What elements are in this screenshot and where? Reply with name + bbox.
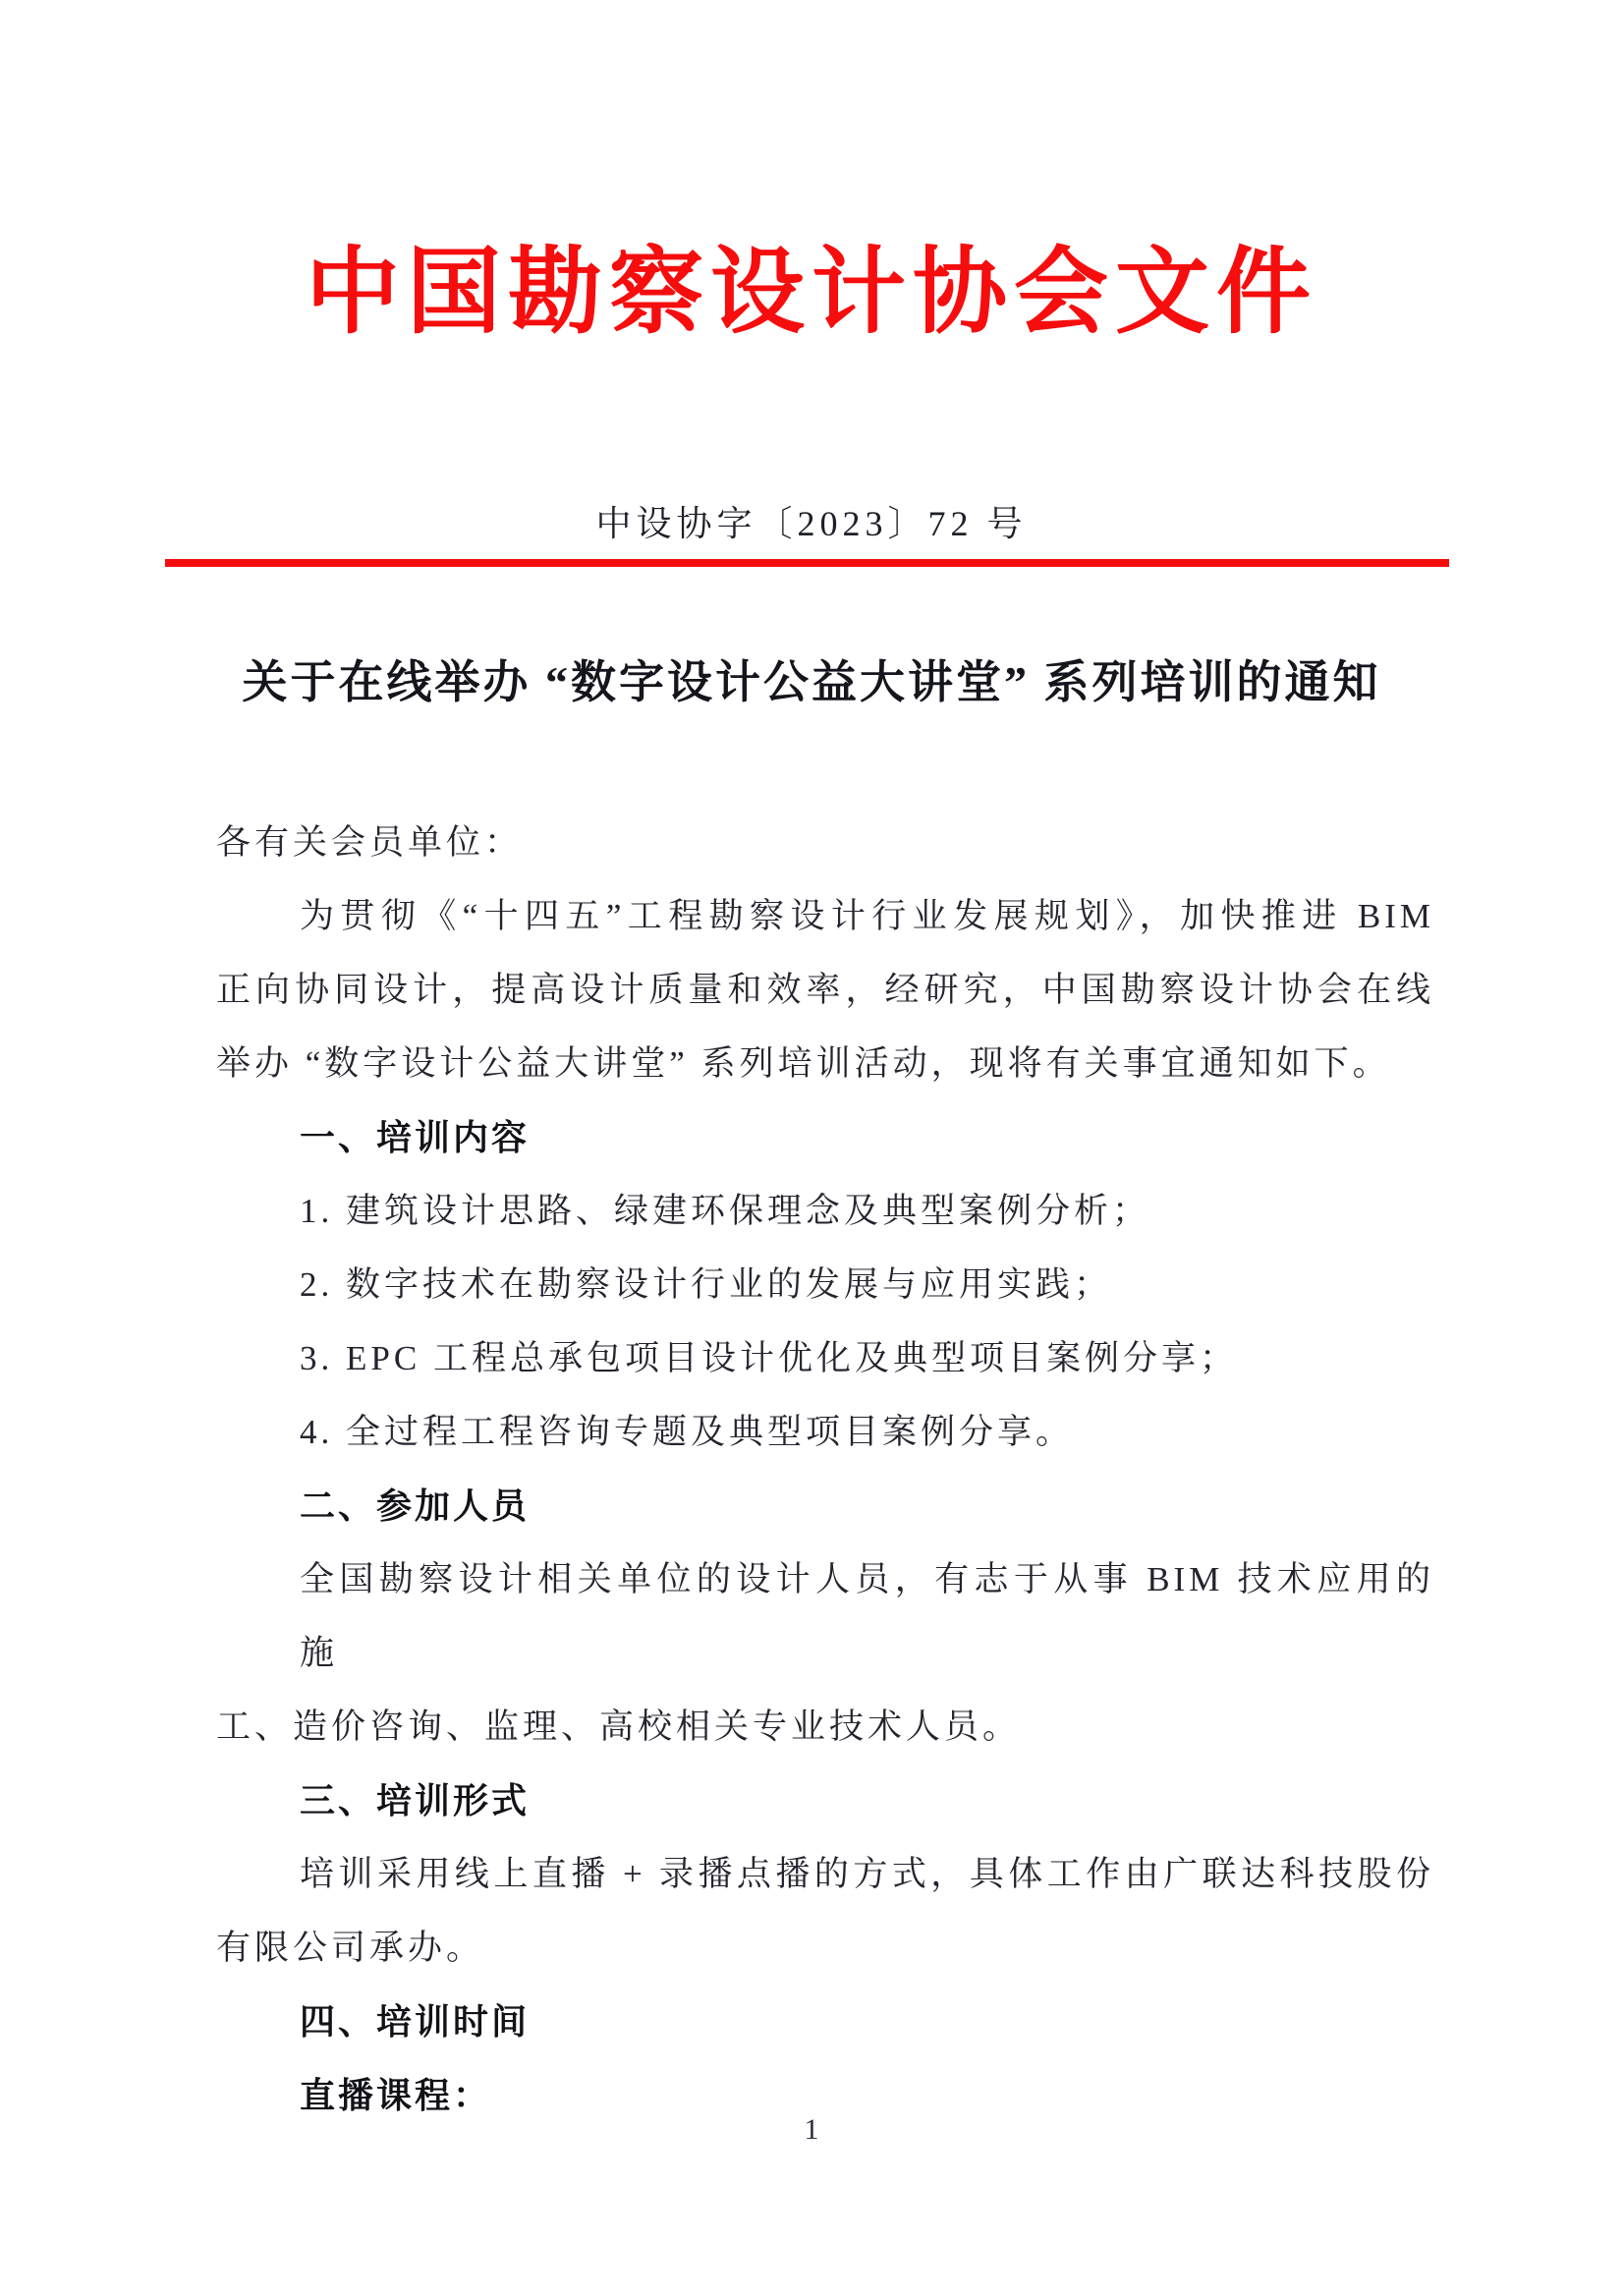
body-line: 全国勘察设计相关单位的设计人员，有志于从事 BIM 技术应用的施 <box>300 1560 1434 1672</box>
section-heading: 直播课程： <box>300 2075 492 2115</box>
page-number: 1 <box>804 2113 819 2146</box>
body-line: 3. EPC 工程总承包项目设计优化及典型项目案例分享； <box>300 1339 1238 1377</box>
notice-title: 关于在线举办 “数字设计公益大讲堂” 系列培训的通知 <box>242 657 1381 707</box>
body-line: 1. 建筑设计思路、绿建环保理念及典型案例分析； <box>300 1192 1151 1230</box>
section-heading: 一、培训内容 <box>300 1117 531 1157</box>
red-divider-line <box>165 559 1449 567</box>
body-line: 正向协同设计，提高设计质量和效率，经研究，中国勘察设计协会在线 <box>216 971 1434 1009</box>
document-number: 中设协字〔2023〕72 号 <box>595 504 1028 543</box>
section-heading: 二、参加人员 <box>300 1485 531 1526</box>
body-line: 有限公司承办。 <box>216 1929 485 1967</box>
section-heading: 四、培训时间 <box>300 2001 531 2042</box>
body-line: 举办 “数字设计公益大讲堂” 系列培训活动，现将有关事宜通知如下。 <box>216 1044 1391 1083</box>
section-heading: 三、培训形式 <box>300 1780 531 1820</box>
body-line: 培训采用线上直播 + 录播点播的方式，具体工作由广联达科技股份 <box>300 1855 1434 1893</box>
org-letterhead-title: 中国勘察设计协会文件 <box>306 240 1317 345</box>
body-line: 工、造价咨询、监理、高校相关专业技术人员。 <box>216 1708 1022 1746</box>
document-body <box>216 806 1434 2132</box>
body-line: 各有关会员单位： <box>216 823 524 862</box>
body-line: 4. 全过程工程咨询专题及典型项目案例分享。 <box>300 1413 1075 1451</box>
body-line: 为贯彻《“十四五”工程勘察设计行业发展规划》，加快推进 BIM <box>300 897 1434 935</box>
body-line: 2. 数字技术在勘察设计行业的发展与应用实践； <box>300 1265 1113 1304</box>
